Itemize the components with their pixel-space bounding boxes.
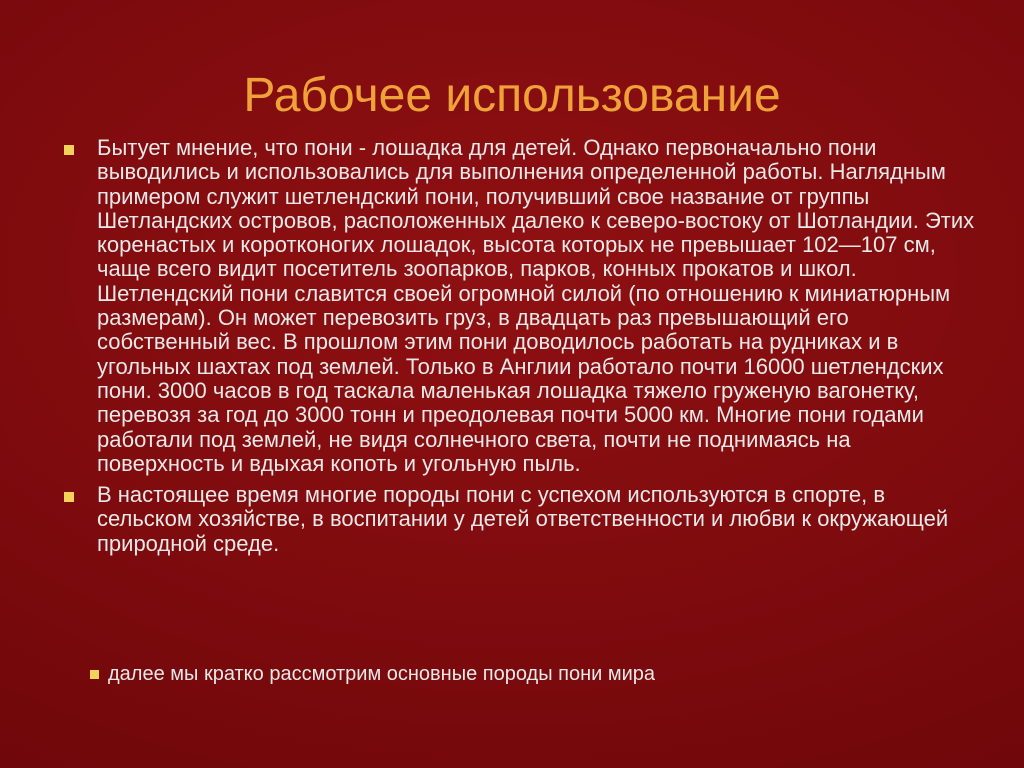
bullet-item-work-history — [58, 136, 978, 476]
slide-title: Рабочее использование — [243, 69, 781, 122]
bullet-text: Бытует мнение, что пони - лошадка для детей. Однако первоначально пони выводились и использовались для выполнения определенной работы. Наглядным примером служит шетлендский пони, получивший свое название от группы Шетландских островов, расположенных далеко к северо-востоку от Шотландии. Этих коренастых и коротконогих лошадок, высота которых не превышает 102—107 см, чаще всего видит посетитель зоопарков, парков, конных прокатов и школ. Шетлендский пони славится своей огромной силой (по отношению к миниатюрным размерам). Он может перевозить груз, в двадцать раз превышающий его собственный вес. В прошлом этим пони доводилось работать на рудниках и в угольных шахтах под землей. Только в Англии работало почти 16000 шетлендских пони. 3000 часов в год таскала маленькая лошадка тяжело груженую вагонетку, перевозя за год до 3000 тонн и преодолевая почти 5000 км. Многие пони годами работали под землей, не видя солнечного света, почти не поднимаясь на поверхность и вдыхая копоть и угольную пыль. — [97, 135, 975, 476]
bullet-text: В настоящее время многие породы пони с успехом используются в спорте, в сельском хозяйстве, в воспитании у детей ответственности и любви к окружающей природной среде. — [97, 482, 949, 556]
sub-bullet-item — [88, 662, 655, 686]
square-bullet-icon — [64, 492, 74, 502]
sub-bullet-text: далее мы кратко рассмотрим основные породы пони мира — [108, 663, 656, 685]
square-bullet-icon — [64, 145, 74, 155]
square-bullet-icon — [90, 670, 99, 679]
bullet-item-modern-use — [58, 483, 978, 556]
slide-body — [58, 136, 978, 556]
